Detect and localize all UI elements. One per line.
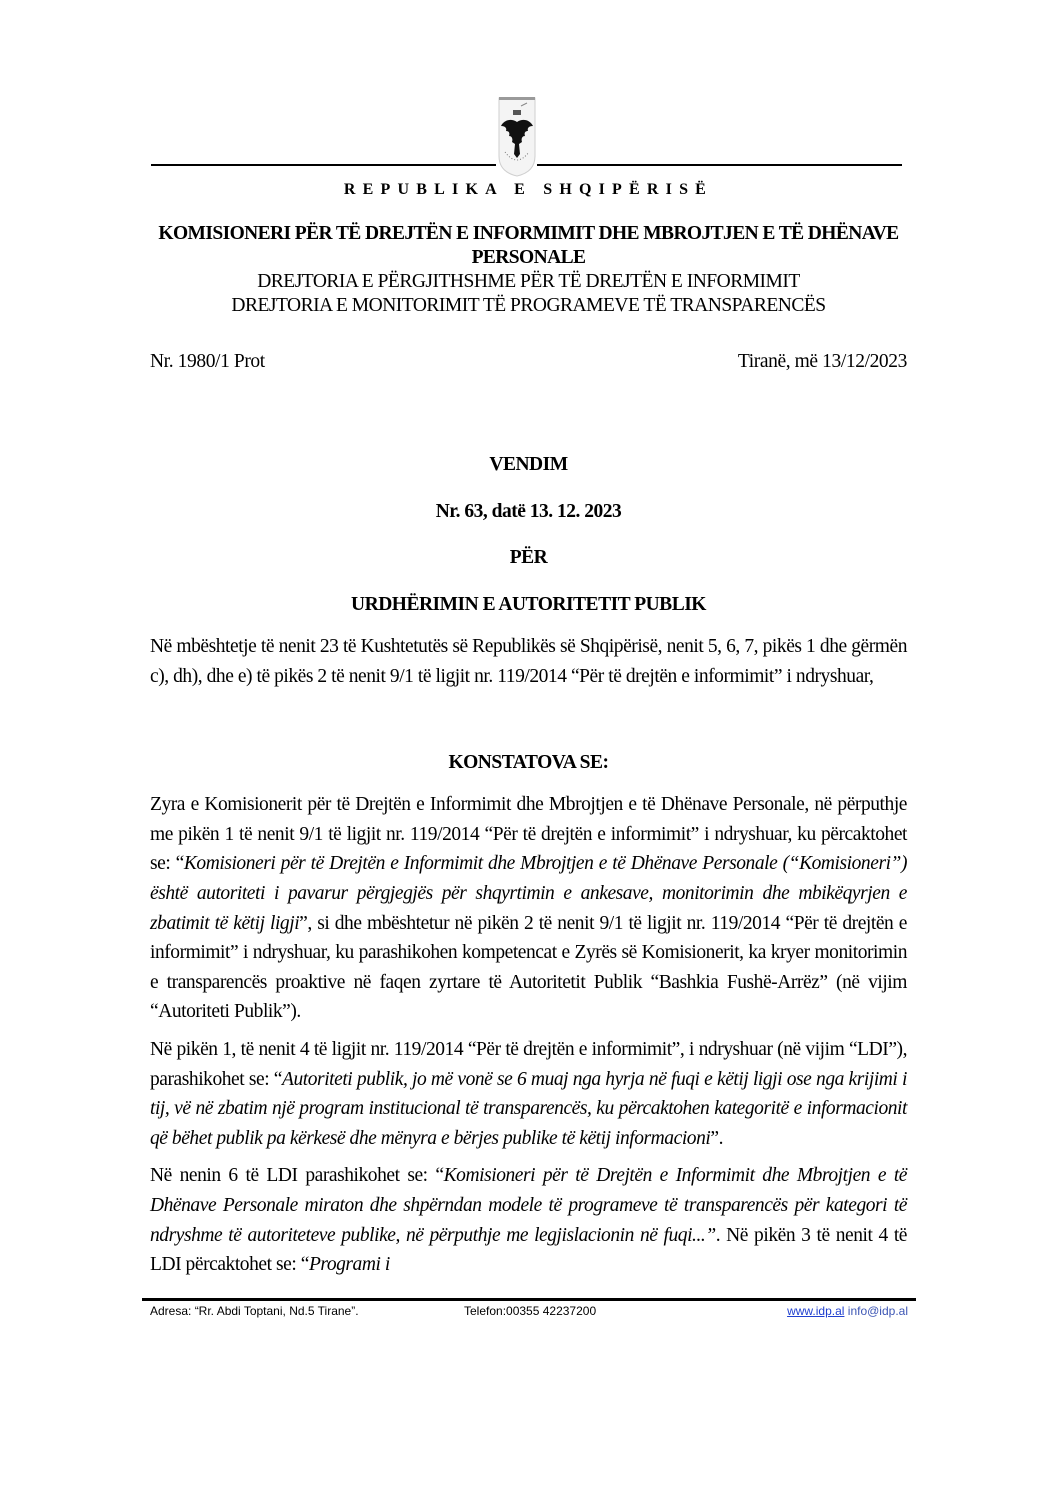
protocol-date-row <box>150 350 907 374</box>
protocol-number: Nr. 1980/1 Prot <box>150 351 265 372</box>
paragraph-text: Në mbështetje të nenit 23 të Kushtetutës së Republikës së Shqipërisë, nenit 5, 6, 7, pikës 1 dhe gërmën c), dh), dhe e) të pikës 2 të nenit 9/1 të ligjit nr. 119/2014 “Për të drejtën e informimit” i ndryshuar, <box>150 636 907 687</box>
decision-per: PËR <box>509 547 548 568</box>
directorate-monitoring: DREJTORIA E MONITORIMIT TË PROGRAMEVE TË TRANSPARENCËS <box>231 295 826 316</box>
directorate-general: DREJTORIA E PËRGJITHSHME PËR TË DREJTËN E INFORMIMIT <box>257 271 800 292</box>
footer-rule <box>142 1298 916 1301</box>
footer-address: Adresa: “Rr. Abdi Toptani, Nd.5 Tirane”. <box>150 1303 359 1318</box>
paragraph-quote: Autoriteti publik, jo më vonë se 6 muaj nga hyrja në fuqi e këtij ligji ose nga krijimi i tij, vë në zbatim një program institucional të transparencës, ku përcaktohen kategoritë e informacionit që bëhet publik pa kërkesë dhe mënyra e bërjes publike të këtij informacioni <box>150 1068 908 1149</box>
findings-heading: KONSTATOVA SE: <box>448 752 609 774</box>
paragraph-commissioner-office <box>150 790 907 1027</box>
institution-name: KOMISIONERI PËR TË DREJTËN E INFORMIMIT DHE MBROJTJEN E TË DHËNAVE PERSONALE <box>158 223 899 268</box>
paragraph-text: ”, si dhe mbështetur në pikën 2 të nenit 9/1 të ligjit nr. 119/2014 “Për të drejtën e informimit” i ndryshuar, ku parashikohen kompetencat e Zyrës së Komisionerit, ka kryer monitorimin e transparencës proaktive në faqen zyrtare të Autoritetit Publik “Bashkia Fushë-Arrëz” (në vijim “Autoriteti Publik”). <box>150 912 907 1023</box>
paragraph-quote: Programi i <box>308 1254 390 1276</box>
footer-phone: Telefon:00355 42237200 <box>464 1303 597 1318</box>
header-emblem-block <box>0 0 1058 176</box>
website-link[interactable]: www.idp.al <box>787 1303 845 1318</box>
decision-title: VENDIM <box>489 454 568 475</box>
paragraph-article-4 <box>150 1035 907 1153</box>
albanian-coat-of-arms-icon <box>497 96 537 178</box>
decision-number-date: Nr. 63, datë 13. 12. 2023 <box>435 501 622 522</box>
header-rule-right <box>537 164 902 166</box>
email-link[interactable]: info@idp.al <box>847 1303 908 1318</box>
document-body <box>150 180 907 1280</box>
paragraph-text: . Në pikën 3 të nenit 4 të LDI përcaktohet se: “ <box>150 1224 907 1276</box>
republic-heading: REPUBLIKA E SHQIPËRISË <box>343 181 714 198</box>
paragraph-text: Zyra e Komisionerit për të Drejtën e Informimit dhe Mbrojtjen e të Dhënave Personale, në përputhje me pikën 1 të nenit 9/1 të ligjit nr. 119/2014 “Për të drejtën e informimit” i ndryshuar, ku përcaktohet se: “ <box>150 794 907 875</box>
decision-subject: URDHËRIMIN E AUTORITETIT PUBLIK <box>351 594 706 615</box>
paragraph-text: Në nenin 6 të LDI parashikohet se: “ <box>150 1165 444 1187</box>
paragraph-text: ”. <box>710 1127 723 1149</box>
place-date: Tiranë, më 13/12/2023 <box>737 351 907 372</box>
header-rule-left <box>151 164 496 166</box>
footer-row <box>142 1304 916 1324</box>
paragraph-quote: Komisioneri për të Drejtën e Informimit dhe Mbrojtjen e të Dhënave Personale miraton dhe shpërndan modele të programeve të transparencës për kategori të ndryshme të autoriteteve publike, në përputhje me legjislacionin në fuqi...” <box>150 1165 907 1246</box>
footer-links <box>787 1304 908 1318</box>
footer <box>142 1298 916 1364</box>
paragraph-article-6 <box>150 1161 907 1279</box>
paragraph-legal-basis <box>150 632 907 691</box>
paragraph-quote: Komisioneri për të Drejtën e Informimit dhe Mbrojtjen e të Dhënave Personale (“Komisioneri”) është autoriteti i pavarur përgjegjës për shqyrtimin e ankesave, monitorimin dhe mbikëqyrjen e zbatimit të këtij ligji <box>150 853 907 934</box>
paragraph-text: Në pikën 1, të nenit 4 të ligjit nr. 119/2014 “Për të drejtën e informimit”, i ndryshuar (në vijim “LDI”), parashikohet se: “ <box>150 1038 907 1090</box>
